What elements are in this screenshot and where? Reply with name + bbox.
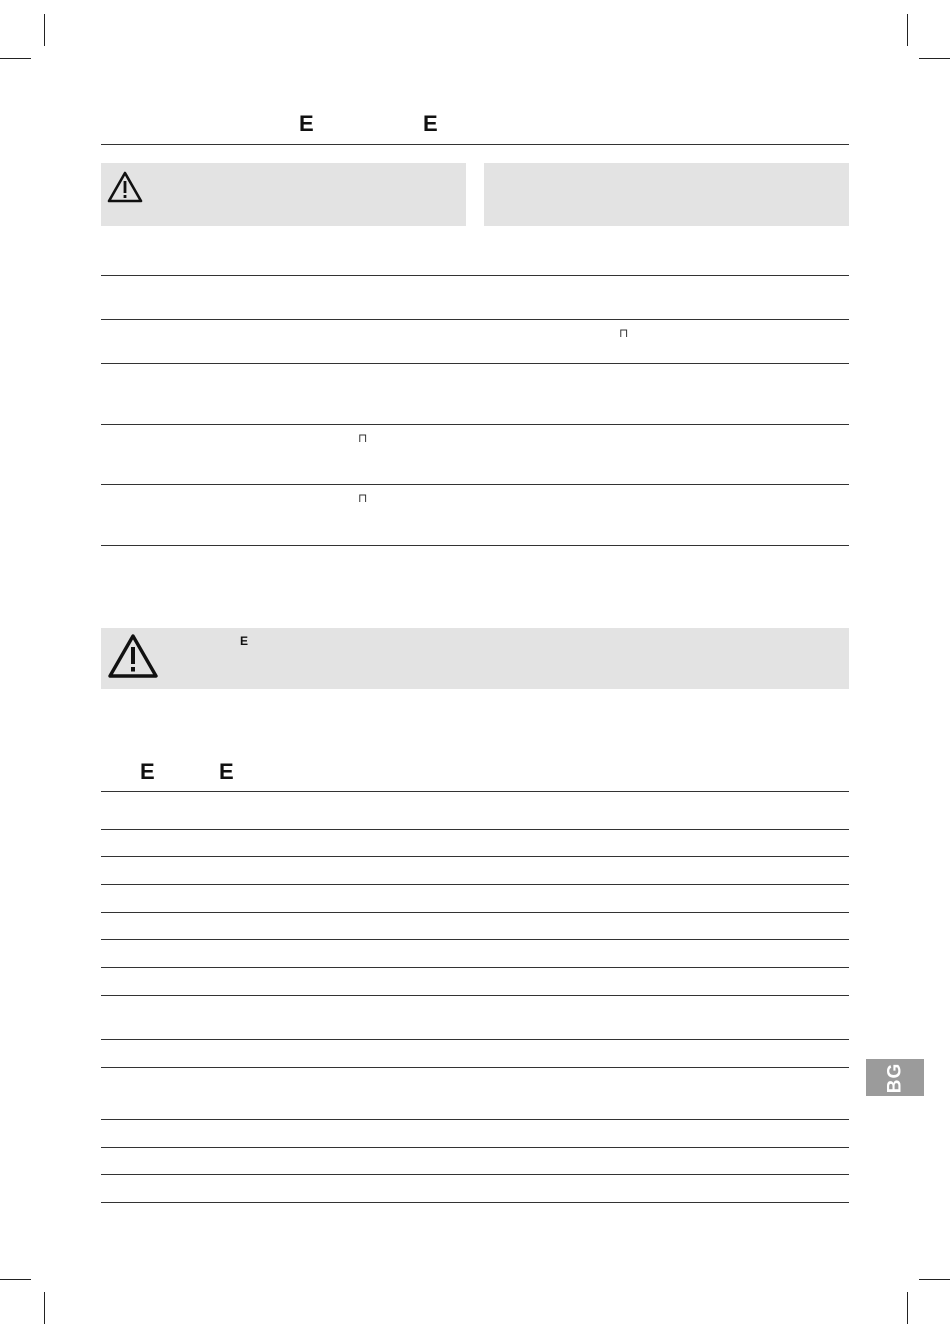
table-rule: [101, 1039, 849, 1040]
table-rule: [101, 1202, 849, 1203]
warning-triangle-icon: [107, 171, 143, 203]
table-rule: [101, 1119, 849, 1120]
crop-mark: [0, 58, 31, 59]
table-rule: [101, 1147, 849, 1148]
table-row-marker: ⊓: [358, 491, 368, 505]
header-glyph: E: [299, 111, 314, 136]
table-rule: [101, 424, 849, 425]
table-rule: [101, 967, 849, 968]
table-rule: [101, 363, 849, 364]
table-rule: [101, 912, 849, 913]
table-rule: [101, 275, 849, 276]
warning-box: [101, 163, 466, 226]
table-row-marker: ⊓: [619, 326, 629, 340]
table-rule: [101, 884, 849, 885]
table-row-marker: ⊓: [358, 431, 368, 445]
warning-box-wide: [101, 628, 849, 689]
crop-mark: [44, 1292, 45, 1324]
table-rule: [101, 829, 849, 830]
crop-mark: [44, 14, 45, 46]
section-glyph: E: [219, 759, 234, 784]
table-rule: [101, 545, 849, 546]
header-rule: [101, 144, 849, 145]
warning-glyph: E: [240, 634, 249, 648]
crop-mark: [919, 1279, 950, 1280]
table-rule: [101, 484, 849, 485]
table-rule: [101, 995, 849, 996]
table-rule: [101, 319, 849, 320]
header-glyph: E: [423, 111, 438, 136]
info-box: [484, 163, 849, 226]
language-tab: [866, 1059, 924, 1096]
crop-mark: [907, 14, 908, 46]
language-tab-label: BG: [884, 1062, 905, 1093]
table-rule: [101, 939, 849, 940]
section-glyph: E: [140, 759, 155, 784]
table-rule: [101, 856, 849, 857]
table-rule: [101, 791, 849, 792]
crop-mark: [919, 58, 950, 59]
crop-mark: [0, 1279, 31, 1280]
table-rule: [101, 1067, 849, 1068]
table-rule: [101, 1174, 849, 1175]
warning-triangle-icon: [107, 633, 159, 679]
crop-mark: [907, 1292, 908, 1324]
